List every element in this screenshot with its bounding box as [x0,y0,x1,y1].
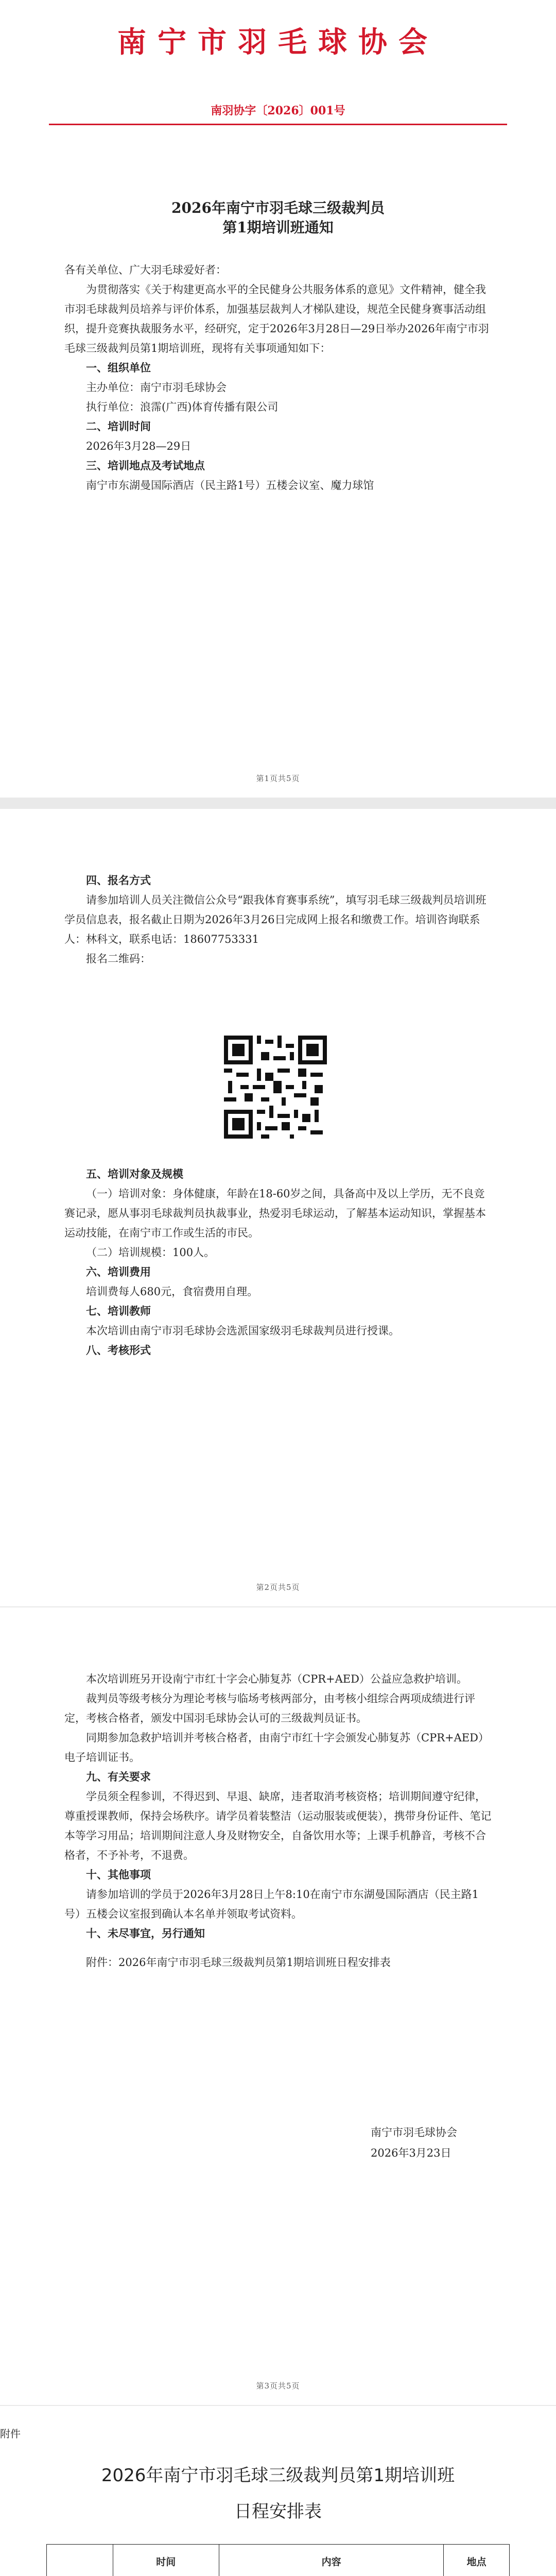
red-cross-paragraph: 同期参加急救护培训并考核合格者，由南宁市红十字会颁发心肺复苏（CPR+AED）电子培训证书。 [64,1732,489,1764]
section-1-exec: 执行单位：浪霈(广西)体育传播有限公司 [86,401,279,413]
section-3-heading: 三、培训地点及考试地点 [86,459,205,472]
table-header-row [47,2545,510,2576]
section-5-heading: 五、培训对象及规模 [86,1167,183,1180]
association-title: 南宁市羽毛球协会 [117,26,439,59]
signature-org: 南宁市羽毛球协会 [371,2126,457,2139]
section-10-heading: 十、其他事项 [86,1868,151,1881]
page-1 [0,0,556,798]
section-6-text: 培训费每人680元，食宿费用自理。 [86,1285,258,1298]
schedule-table-day1 [46,2544,510,2576]
section-5-target: （一）培训对象：身体健康，年龄在18-60岁之间，具备高中及以上学历，无不良竞赛记录，愿从事羽毛球裁判员执裁事业，热爱羽毛球运动，了解基本运动知识，掌握基本运动技能，在南宁市工作或生活的市民。 [64,1188,486,1239]
salutation: 各有关单位、广大羽毛球爱好者： [64,264,227,276]
page-number-1: 第1页共5页 [256,774,300,783]
notice-body-1 [64,260,492,495]
section-7-text: 本次培训由南宁市羽毛球协会选派国家级羽毛球裁判员进行授课。 [86,1325,399,1337]
section-11-heading: 十、未尽事宜，另行通知 [86,1927,205,1940]
page-number-3: 第3页共5页 [256,2381,300,2391]
page-number-2: 第2页共5页 [256,1583,300,1592]
section-1-host: 主办单位：南宁市羽毛球协会 [86,381,227,394]
section-1-heading: 一、组织单位 [86,361,151,374]
section-6-heading: 六、培训费用 [86,1265,151,1278]
schedule-title-line-2: 日程安排表 [234,2501,322,2522]
notice-body-2b [64,1164,492,1360]
exam-paragraph: 裁判员等级考核分为理论考核与临场考核两部分，由考核小组综合两项成绩进行评定，考核合格者，颁发中国羽毛球协会认可的三级裁判员证书。 [64,1692,475,1724]
schedule-title-line-1: 2026年南宁市羽毛球三级裁判员第1期培训班 [101,2465,455,2486]
section-7-heading: 七、培训教师 [86,1304,151,1317]
section-2-heading: 二、培训时间 [86,420,151,433]
registration-qr-code[interactable] [224,1036,327,1139]
section-9-heading: 九、有关要求 [86,1770,151,1783]
qr-label: 报名二维码： [86,953,151,965]
signature-date: 2026年3月23日 [371,2147,451,2159]
section-3-place: 南宁市东湖曼国际酒店（民主路1号）五楼会议室、魔力球馆 [86,479,374,492]
page-2 [0,809,556,1606]
notice-body-3 [64,1669,492,1972]
notice-title-line-2: 第1期培训班通知 [222,219,334,236]
attachment-note: 附件：2026年南宁市羽毛球三级裁判员第1期培训班日程安排表 [86,1956,391,1969]
section-4-text: 请参加培训人员关注微信公众号“跟我体育赛事系统”，填写羽毛球三级裁判员培训班学员信息表，报名截止日期为2026年3月26日完成网上报名和缴费工作。培训咨询联系人：林科文，联系电话：18607753331 [64,894,486,945]
section-10-text: 请参加培训的学员于2026年3月28日上午8:10在南宁市东湖曼国际酒店（民主路1号）五楼会议室报到确认本名单并领取考试资料。 [64,1888,479,1920]
annex-label: 附件 [0,2428,21,2440]
red-divider [49,124,507,125]
document-number: 南羽协字〔2026〕001号 [211,104,345,117]
col-content: 内容 [219,2545,443,2576]
cpr-paragraph: 本次培训班另开设南宁市红十字会心肺复苏（CPR+AED）公益应急救护培训。 [86,1673,467,1685]
section-5-scale: （二）培训规模：100人。 [86,1246,215,1259]
section-8-heading: 八、考核形式 [86,1344,151,1357]
notice-title-line-1: 2026年南宁市羽毛球三级裁判员 [171,199,385,216]
section-2-time: 2026年3月28—29日 [86,440,192,452]
section-9-text: 学员须全程参训，不得迟到、早退、缺席，违者取消考核资格；培训期间遵守纪律，尊重授课教师，保持会场秩序。请学员着装整洁（运动服装或便装），携带身份证件、笔记本等学习用品；培训期间注意人身及财物安全，自备饮用水等；上课手机静音，考核不合格者，不予补考，不退费。 [64,1790,492,1861]
intro-paragraph: 为贯彻落实《关于构建更高水平的全民健身公共服务体系的意见》文件精神，健全我市羽毛球裁判员培养与评价体系，加强基层裁判人才梯队建设，规范全民健身赛事活动组织，提升竞赛执裁服务水平，经研究，定于2026年3月28日—29日举办2026年南宁市羽毛球三级裁判员第1期培训班，现将有关事项通知如下： [64,283,489,354]
section-4-heading: 四、报名方式 [86,874,151,887]
col-location: 地点 [444,2545,510,2576]
page-4 [0,2406,556,2576]
col-time: 时间 [113,2545,219,2576]
notice-body-2 [64,871,492,969]
page-3 [0,1607,556,2405]
